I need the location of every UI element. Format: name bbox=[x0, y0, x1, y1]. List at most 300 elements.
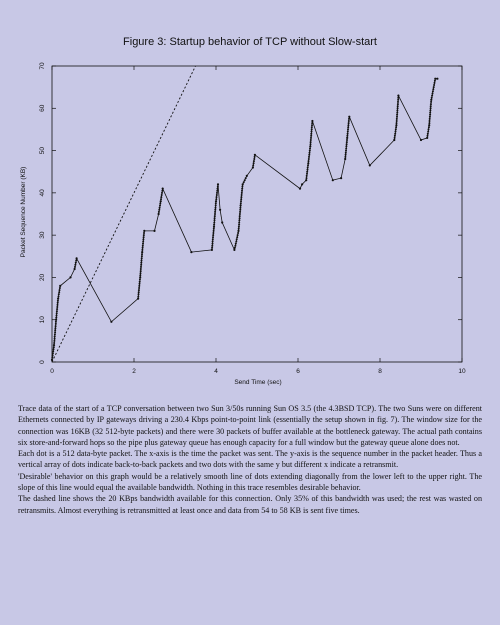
packet-dot bbox=[140, 272, 142, 274]
packet-dot bbox=[427, 133, 429, 135]
packet-dot bbox=[216, 194, 218, 196]
packet-dot bbox=[215, 205, 217, 207]
packet-dot bbox=[212, 232, 214, 234]
packet-dot bbox=[141, 257, 143, 259]
packet-dot bbox=[55, 325, 57, 327]
packet-dot bbox=[160, 196, 162, 198]
packet-dot bbox=[235, 243, 237, 245]
data-point bbox=[217, 183, 219, 185]
packet-dot bbox=[53, 346, 55, 348]
packet-dot bbox=[212, 243, 214, 245]
packet-dot bbox=[429, 112, 431, 114]
packet-dot bbox=[433, 84, 435, 86]
packet-dot bbox=[140, 262, 142, 264]
packet-dot bbox=[345, 148, 347, 150]
packet-dot bbox=[308, 160, 310, 162]
packet-dot bbox=[54, 334, 56, 336]
packet-dot bbox=[428, 128, 430, 130]
packet-dot bbox=[137, 296, 139, 298]
packet-dot bbox=[52, 355, 54, 357]
packet-dot bbox=[52, 353, 54, 355]
packet-dot bbox=[56, 312, 58, 314]
data-point bbox=[59, 285, 61, 287]
packet-dot bbox=[139, 279, 141, 281]
data-point bbox=[369, 164, 371, 166]
packet-dot bbox=[306, 173, 308, 175]
packet-dot bbox=[142, 243, 144, 245]
packet-dot bbox=[311, 126, 313, 128]
packet-dot bbox=[142, 241, 144, 243]
packet-dot bbox=[430, 105, 432, 107]
data-point bbox=[76, 257, 78, 259]
packet-dot bbox=[239, 211, 241, 213]
packet-dot bbox=[212, 236, 214, 238]
data-point bbox=[215, 200, 217, 202]
packet-dot bbox=[433, 86, 435, 88]
packet-dot bbox=[394, 135, 396, 137]
packet-dot bbox=[346, 143, 348, 145]
packet-dot bbox=[397, 105, 399, 107]
packet-dot bbox=[240, 198, 242, 200]
data-point bbox=[430, 99, 432, 101]
packet-dot bbox=[310, 135, 312, 137]
packet-dot bbox=[308, 154, 310, 156]
packet-dot bbox=[212, 238, 214, 240]
data-point bbox=[242, 183, 244, 185]
packet-dot bbox=[53, 342, 55, 344]
packet-dot bbox=[427, 135, 429, 137]
packet-dot bbox=[138, 289, 140, 291]
packet-dot bbox=[311, 131, 313, 133]
data-point bbox=[74, 268, 76, 270]
y-tick-label: 70 bbox=[39, 62, 46, 70]
packet-dot bbox=[142, 247, 144, 249]
packet-dot bbox=[241, 186, 243, 188]
data-point bbox=[395, 124, 397, 126]
packet-dot bbox=[241, 194, 243, 196]
packet-dot bbox=[138, 293, 140, 295]
packet-dot bbox=[158, 211, 160, 213]
packet-dot bbox=[139, 281, 141, 283]
y-tick-label: 20 bbox=[39, 273, 46, 282]
packet-dot bbox=[211, 245, 213, 247]
packet-dot bbox=[396, 118, 398, 120]
data-point bbox=[344, 158, 346, 160]
packet-dot bbox=[310, 133, 312, 135]
packet-dot bbox=[141, 260, 143, 262]
packet-dot bbox=[214, 211, 216, 213]
data-point bbox=[346, 137, 348, 139]
packet-dot bbox=[51, 357, 53, 359]
packet-dot bbox=[309, 150, 311, 152]
packet-dot bbox=[215, 207, 217, 209]
packet-dot bbox=[57, 300, 59, 302]
y-axis-label: Packet Sequence Number (KB) bbox=[20, 166, 27, 258]
packet-dot bbox=[430, 103, 432, 105]
packet-dot bbox=[143, 232, 145, 234]
x-tick-label: 2 bbox=[132, 368, 136, 375]
packet-dot bbox=[429, 116, 431, 118]
packet-dot bbox=[238, 224, 240, 226]
data-point bbox=[311, 120, 313, 122]
packet-dot bbox=[308, 158, 310, 160]
packet-dot bbox=[54, 331, 56, 333]
data-point bbox=[57, 298, 59, 300]
data-point bbox=[143, 230, 145, 232]
packet-dot bbox=[396, 109, 398, 111]
packet-dot bbox=[239, 209, 241, 211]
packet-dot bbox=[214, 217, 216, 219]
packet-dot bbox=[431, 95, 433, 97]
packet-dot bbox=[428, 126, 430, 128]
packet-dot bbox=[74, 264, 76, 266]
packet-dot bbox=[214, 219, 216, 221]
packet-dot bbox=[143, 236, 145, 238]
packet-dot bbox=[395, 131, 397, 133]
packet-dot bbox=[307, 164, 309, 166]
packet-dot bbox=[396, 120, 398, 122]
y-tick-label: 40 bbox=[39, 189, 46, 197]
packet-dot bbox=[74, 266, 76, 268]
packet-dot bbox=[309, 152, 311, 154]
packet-dot bbox=[75, 262, 77, 264]
data-point bbox=[211, 249, 213, 251]
packet-dot bbox=[346, 141, 348, 143]
data-point bbox=[219, 209, 221, 211]
data-point bbox=[436, 78, 438, 80]
packet-dot bbox=[347, 133, 349, 135]
packet-dot bbox=[245, 177, 247, 179]
packet-dot bbox=[216, 196, 218, 198]
packet-dot bbox=[142, 245, 144, 247]
data-point bbox=[153, 230, 155, 232]
data-point bbox=[237, 230, 239, 232]
packet-dot bbox=[238, 219, 240, 221]
packet-dot bbox=[396, 122, 398, 124]
packet-dot bbox=[429, 118, 431, 120]
data-point bbox=[428, 124, 430, 126]
packet-dot bbox=[57, 302, 59, 304]
packet-dot bbox=[214, 213, 216, 215]
packet-dot bbox=[429, 120, 431, 122]
chart-axes bbox=[39, 62, 466, 375]
packet-dot bbox=[311, 128, 313, 130]
packet-dot bbox=[310, 141, 312, 143]
data-point bbox=[426, 137, 428, 139]
packet-dot bbox=[159, 205, 161, 207]
data-point bbox=[240, 204, 242, 206]
packet-dot bbox=[238, 226, 240, 228]
packet-dot bbox=[254, 156, 256, 158]
packet-dot bbox=[216, 192, 218, 194]
packet-dot bbox=[213, 222, 215, 224]
data-point bbox=[162, 188, 164, 190]
caption-paragraph: 'Desirable' behavior on this graph would be a relatively smooth line of dots extending diagonally from the lower left to the upper right. The slope of this line would equal the available bandwidth. Nothing in this trace resembles desirable behavior. bbox=[18, 471, 482, 493]
packet-dot bbox=[428, 122, 430, 124]
y-tick-label: 50 bbox=[39, 146, 46, 155]
packet-dot bbox=[58, 293, 60, 295]
packet-dot bbox=[434, 82, 436, 84]
x-tick-label: 10 bbox=[458, 368, 466, 375]
packet-dot bbox=[310, 139, 312, 141]
packet-dot bbox=[161, 192, 163, 194]
packet-dot bbox=[213, 228, 215, 230]
packet-dot bbox=[397, 107, 399, 109]
packet-dot bbox=[344, 156, 346, 158]
packet-dot bbox=[158, 209, 160, 211]
data-point bbox=[393, 139, 395, 141]
packet-dot bbox=[241, 190, 243, 192]
data-point bbox=[309, 145, 311, 147]
packet-dot bbox=[55, 323, 57, 325]
packet-dot bbox=[253, 160, 255, 162]
packet-dot bbox=[241, 188, 243, 190]
packet-dot bbox=[140, 264, 142, 266]
data-point bbox=[160, 200, 162, 202]
packet-dot bbox=[237, 232, 239, 234]
packet-dot bbox=[252, 164, 254, 166]
packet-dot bbox=[54, 338, 56, 340]
data-point bbox=[55, 319, 57, 321]
x-axis-label: Send Time (sec) bbox=[234, 379, 282, 386]
packet-dot bbox=[238, 222, 240, 224]
packet-dot bbox=[241, 192, 243, 194]
packet-dot bbox=[427, 131, 429, 133]
packet-dot bbox=[348, 120, 350, 122]
packet-dot bbox=[59, 289, 61, 291]
packet-dot bbox=[143, 234, 145, 236]
packet-dot bbox=[430, 107, 432, 109]
y-tick-label: 30 bbox=[39, 231, 46, 239]
packet-dot bbox=[397, 103, 399, 105]
packet-dot bbox=[432, 88, 434, 90]
y-tick-label: 60 bbox=[39, 104, 46, 112]
figure-caption bbox=[18, 403, 482, 516]
caption-paragraph: The dashed line shows the 20 KBps bandwidth available for this connection. Only 35% of this bandwidth was used; the rest was wasted on retransmits. Almost everything is retransmitted at least once and data from 54 to 58 KB is sent five times. bbox=[18, 494, 482, 515]
packet-dot bbox=[140, 270, 142, 272]
packet-dot bbox=[396, 112, 398, 114]
packet-dot bbox=[215, 202, 217, 204]
packet-dot bbox=[395, 128, 397, 130]
packet-dot bbox=[397, 97, 399, 99]
packet-dot bbox=[53, 340, 55, 342]
packet-dot bbox=[394, 137, 396, 139]
packet-dot bbox=[434, 80, 436, 82]
packet-dot bbox=[217, 186, 219, 188]
packet-dot bbox=[59, 287, 61, 289]
caption-paragraph: Each dot is a 512 data-byte packet. The x-axis is the time the packet was sent. The y-axis is the sequence number in the packet header. Thus a vertical array of dots indicate back-to-back packets and two dots with the same y but different x indicate a retransmit. bbox=[18, 449, 482, 470]
packet-dot bbox=[396, 116, 398, 118]
packet-dot bbox=[237, 234, 239, 236]
packet-dot bbox=[240, 202, 242, 204]
packet-dot bbox=[239, 215, 241, 217]
packet-dot bbox=[139, 274, 141, 276]
packet-dot bbox=[161, 194, 163, 196]
packet-dot bbox=[140, 266, 142, 268]
packet-dot bbox=[141, 249, 143, 251]
data-point bbox=[110, 321, 112, 323]
packet-dot bbox=[211, 247, 213, 249]
packet-dot bbox=[54, 327, 56, 329]
data-point bbox=[53, 344, 55, 346]
x-tick-label: 8 bbox=[378, 368, 382, 375]
packet-dot bbox=[55, 321, 57, 323]
data-point bbox=[137, 298, 139, 300]
data-point bbox=[69, 276, 71, 278]
packet-dot bbox=[159, 202, 161, 204]
packet-dot bbox=[216, 190, 218, 192]
y-tick-label: 10 bbox=[39, 316, 46, 324]
packet-dot bbox=[161, 190, 163, 192]
packet-dot bbox=[239, 217, 241, 219]
data-point bbox=[299, 188, 301, 190]
packet-dot bbox=[431, 97, 433, 99]
packet-dot bbox=[141, 253, 143, 255]
packet-dot bbox=[345, 152, 347, 154]
packet-dot bbox=[429, 114, 431, 116]
packet-dot bbox=[214, 215, 216, 217]
packet-dot bbox=[236, 238, 238, 240]
packet-dot bbox=[310, 143, 312, 145]
packet-dot bbox=[58, 291, 60, 293]
packet-dot bbox=[345, 150, 347, 152]
packet-dot bbox=[397, 99, 399, 101]
packet-dot bbox=[310, 137, 312, 139]
packet-dot bbox=[140, 268, 142, 270]
data-point bbox=[420, 139, 422, 141]
packet-dot bbox=[213, 224, 215, 226]
packet-dot bbox=[306, 175, 308, 177]
data-point bbox=[348, 116, 350, 118]
packet-dot bbox=[397, 101, 399, 103]
packet-dot bbox=[57, 304, 59, 306]
packet-dot bbox=[75, 260, 77, 262]
packet-dot bbox=[238, 228, 240, 230]
packet-dot bbox=[56, 310, 58, 312]
packet-dot bbox=[54, 329, 56, 331]
packet-dot bbox=[253, 162, 255, 164]
data-point bbox=[301, 183, 303, 185]
packet-dot bbox=[212, 234, 214, 236]
packet-dot bbox=[307, 169, 309, 171]
data-point bbox=[434, 78, 436, 80]
series-line bbox=[52, 79, 437, 360]
packet-dot bbox=[160, 198, 162, 200]
data-point bbox=[254, 154, 256, 156]
data-point bbox=[246, 175, 248, 177]
data-point bbox=[139, 276, 141, 278]
y-tick-label: 0 bbox=[39, 360, 46, 364]
packet-dot bbox=[234, 245, 236, 247]
packet-dot bbox=[347, 128, 349, 130]
data-point bbox=[233, 249, 235, 251]
packet-dot bbox=[311, 122, 313, 124]
packet-dot bbox=[345, 145, 347, 147]
packet-dot bbox=[308, 156, 310, 158]
packet-dot bbox=[429, 109, 431, 111]
packet-dot bbox=[217, 188, 219, 190]
packet-dot bbox=[55, 317, 57, 319]
packet-dot bbox=[346, 139, 348, 141]
packet-dot bbox=[345, 154, 347, 156]
packet-dot bbox=[253, 158, 255, 160]
packet-dot bbox=[347, 131, 349, 133]
packet-dot bbox=[213, 230, 215, 232]
packet-dot bbox=[52, 350, 54, 352]
packet-dot bbox=[244, 179, 246, 181]
packet-dot bbox=[243, 181, 245, 183]
packet-dot bbox=[142, 238, 144, 240]
packet-dot bbox=[348, 118, 350, 120]
packet-dot bbox=[309, 148, 311, 150]
packet-dot bbox=[348, 122, 350, 124]
packet-dot bbox=[138, 285, 140, 287]
chart-marks bbox=[51, 66, 439, 362]
data-point bbox=[221, 221, 223, 223]
packet-dot bbox=[306, 177, 308, 179]
packet-dot bbox=[430, 101, 432, 103]
data-point bbox=[141, 251, 143, 253]
packet-dot bbox=[54, 336, 56, 338]
data-point bbox=[158, 213, 160, 215]
data-point bbox=[332, 179, 334, 181]
packet-dot bbox=[239, 213, 241, 215]
packet-dot bbox=[396, 114, 398, 116]
packet-dot bbox=[432, 90, 434, 92]
packet-dot bbox=[236, 236, 238, 238]
packet-dot bbox=[239, 207, 241, 209]
packet-dot bbox=[346, 135, 348, 137]
packet-dot bbox=[214, 209, 216, 211]
data-point bbox=[397, 95, 399, 97]
packet-dot bbox=[141, 255, 143, 257]
figure-title: Figure 3: Startup behavior of TCP without Slow-start bbox=[123, 36, 377, 48]
packet-dot bbox=[138, 287, 140, 289]
packet-dot bbox=[212, 241, 214, 243]
caption-paragraph: Trace data of the start of a TCP conversation between two Sun 3/50s running Sun OS 3.5 (the 4.3BSD TCP). The two Suns were on different Ethernets connected by IP gateways driving a 230.4 Kbps point-to-point link (essentially the setup shown in fig. 7). The window size for the connection was 16KB (32 512-byte packets) and there were 30 packets of buffer available at the bottleneck gateway. The actual path contains six store-and-forward hops so the pipe plus gateway queue has enough capacity for a full window but the gateway queue alone does not. bbox=[18, 404, 482, 447]
packet-dot bbox=[56, 315, 58, 317]
packet-dot bbox=[432, 93, 434, 95]
data-point bbox=[51, 359, 53, 361]
x-tick-label: 4 bbox=[214, 368, 218, 375]
packet-dot bbox=[56, 306, 58, 308]
packet-dot bbox=[53, 348, 55, 350]
packet-dot bbox=[58, 296, 60, 298]
packet-dot bbox=[240, 196, 242, 198]
packet-dot bbox=[347, 126, 349, 128]
packet-dot bbox=[307, 167, 309, 169]
data-point bbox=[305, 179, 307, 181]
data-point bbox=[340, 177, 342, 179]
packet-dot bbox=[311, 124, 313, 126]
data-point bbox=[190, 251, 192, 253]
x-tick-label: 6 bbox=[296, 368, 300, 375]
data-point bbox=[213, 226, 215, 228]
packet-dot bbox=[235, 241, 237, 243]
data-point bbox=[252, 166, 254, 168]
x-tick-label: 0 bbox=[50, 368, 54, 375]
packet-dot bbox=[159, 207, 161, 209]
packet-dot bbox=[306, 171, 308, 173]
packet-dot bbox=[240, 200, 242, 202]
data-point bbox=[307, 162, 309, 164]
plot-frame bbox=[52, 66, 462, 362]
packet-dot bbox=[395, 126, 397, 128]
packet-dot bbox=[347, 124, 349, 126]
packet-dot bbox=[215, 198, 217, 200]
packet-dot bbox=[138, 291, 140, 293]
packet-dot bbox=[394, 133, 396, 135]
